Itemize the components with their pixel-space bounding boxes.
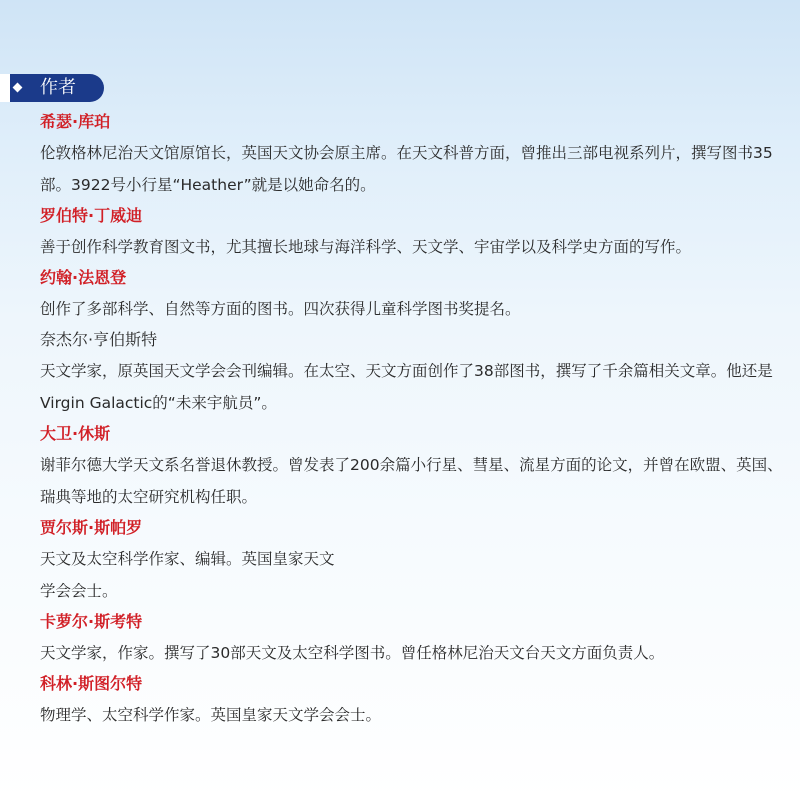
author-description: 天文学家，原英国天文学会会刊编辑。在太空、天文方面创作了38部图书，撰写了千余篇相关文章。他还是Virgin Galactic的“未来宇航员”。 <box>40 362 773 412</box>
author-name: 科林·斯图尔特 <box>40 674 143 693</box>
author-description: 物理学、太空科学作家。英国皇家天文学会会士。 <box>40 706 382 724</box>
author-name: 约翰·法恩登 <box>40 268 127 287</box>
author-entry <box>40 669 796 731</box>
author-description-line: 学会会士。 <box>40 582 118 600</box>
author-name: 贾尔斯·斯帕罗 <box>40 518 143 537</box>
author-description: 善于创作科学教育图文书，尤其擅长地球与海洋科学、天文学、宇宙学以及科学史方面的写作。 <box>40 238 692 256</box>
author-name: 奈杰尔·亨伯斯特 <box>40 330 158 349</box>
section-title: 作者 <box>40 77 76 98</box>
author-entry <box>40 263 796 325</box>
author-description-line: 天文及太空科学作家、编辑。英国皇家天文 <box>40 550 335 568</box>
author-description: 天文学家，作家。撰写了30部天文及太空科学图书。曾任格林尼治天文台天文方面负责人。 <box>40 644 665 662</box>
author-name: 大卫·休斯 <box>40 424 111 443</box>
author-entry <box>40 201 796 263</box>
author-description: 创作了多部科学、自然等方面的图书。四次获得儿童科学图书奖提名。 <box>40 300 521 318</box>
author-entry <box>40 419 796 513</box>
author-entry <box>40 607 796 669</box>
section-header <box>0 74 104 102</box>
author-list <box>40 107 796 731</box>
author-name: 卡萝尔·斯考特 <box>40 612 143 631</box>
author-entry <box>40 325 796 419</box>
author-name: 希瑟·库珀 <box>40 112 111 131</box>
author-name: 罗伯特·丁威迪 <box>40 206 143 225</box>
author-description: 伦敦格林尼治天文馆原馆长，英国天文协会原主席。在天文科普方面，曾推出三部电视系列片，撰写图书35部。3922号小行星“Heather”就是以她命名的。 <box>40 144 773 194</box>
author-description: 谢菲尔德大学天文系名誉退休教授。曾发表了200余篇小行星、彗星、流星方面的论文，并曾在欧盟、英国、瑞典等地的太空研究机构任职。 <box>40 456 783 506</box>
author-entry <box>40 107 796 201</box>
author-entry <box>40 513 796 607</box>
